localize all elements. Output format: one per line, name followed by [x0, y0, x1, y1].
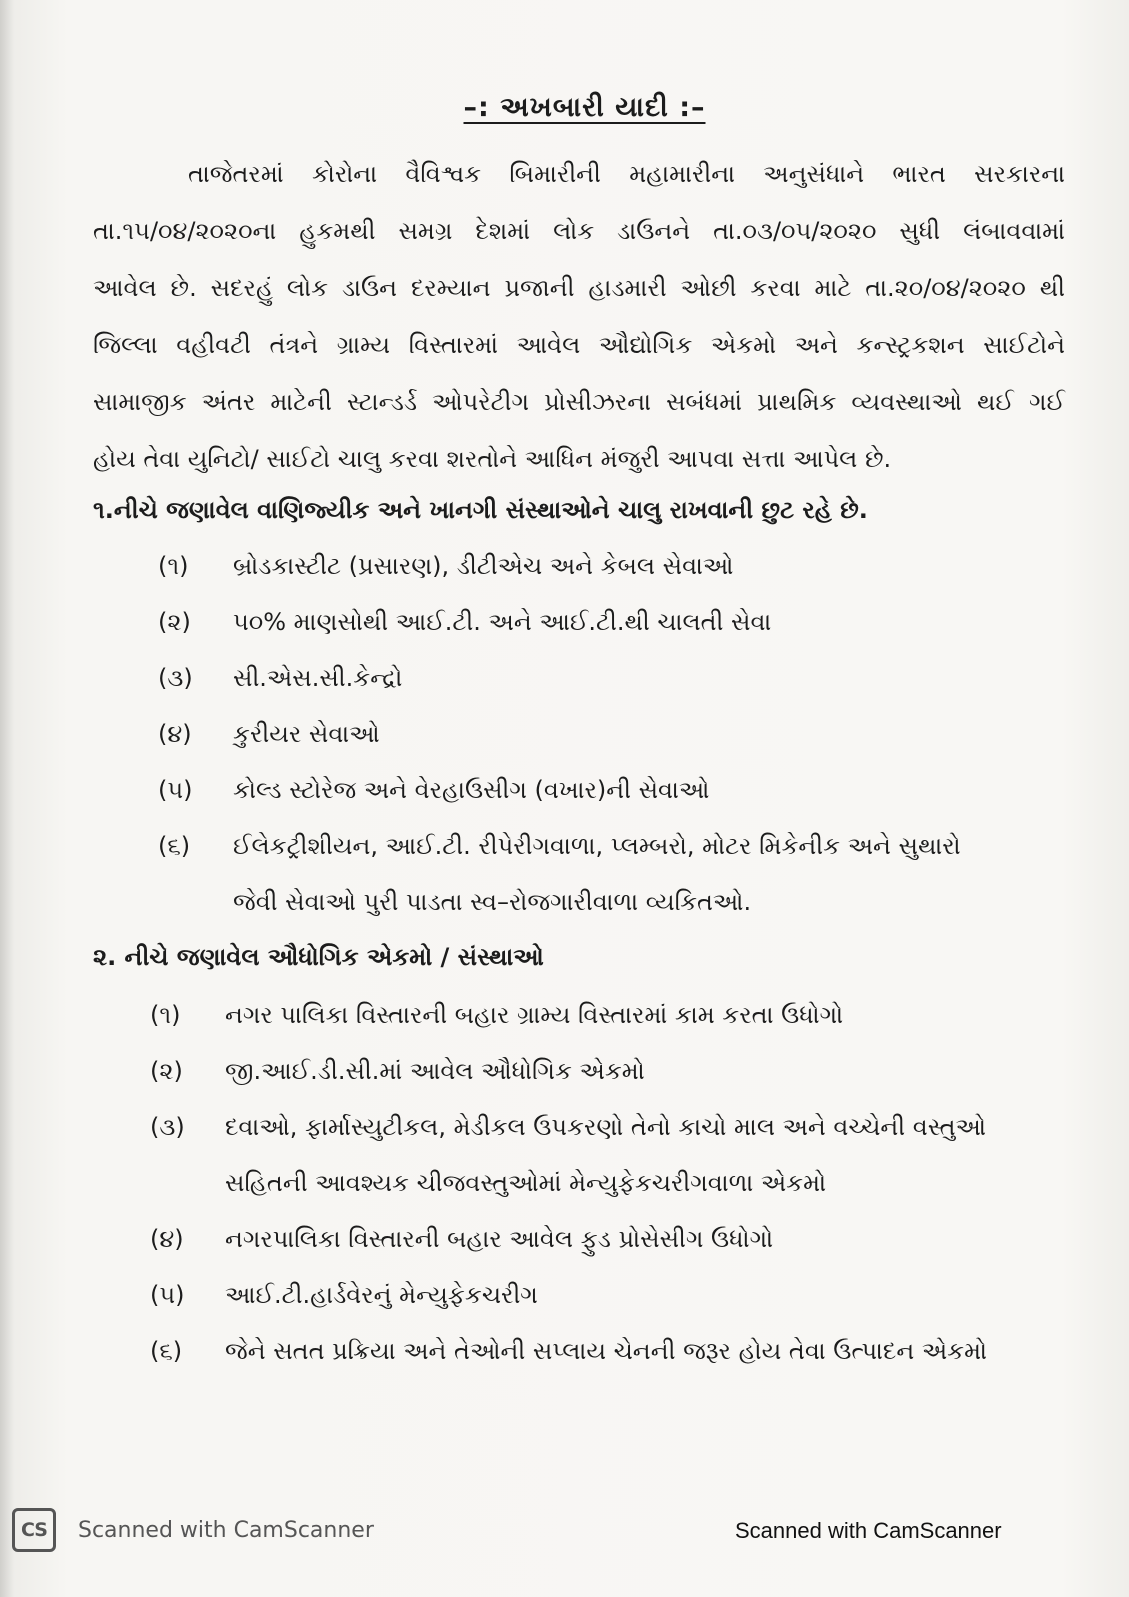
item-number: (૬)	[158, 832, 191, 860]
intro-line: સામાજીક અંતર માટેની સ્ટાન્ડર્ડ ઓપરેટીગ પ્રોસીઝરના સબંધમાં પ્રાથમિક વ્યવસ્થાઓ થઈ ગઈ	[93, 388, 1065, 416]
item-text: જી.આઈ.ડી.સી.માં આવેલ ઔધોગિક એકમો	[225, 1057, 645, 1085]
section1-heading: ૧.નીચે જણાવેલ વાણિજ્યીક અને ખાનગી સંસ્થાઓને ચાલુ રાખવાની છુટ રહે છે.	[93, 496, 868, 524]
intro-line: જિલ્લા વહીવટી તંત્રને ગ્રામ્ય વિસ્તારમાં આવેલ ઔદ્યોગિક એકમો અને કન્સ્ટ્રકશન સાઈટોને	[93, 331, 1065, 359]
document-title: –: અખબારી યાદી :–	[463, 92, 706, 123]
item-text: જેને સતત પ્રક્રિયા અને તેઓની સપ્લાય ચેનની જરૂર હોય તેવા ઉત્પાદન એકમો	[225, 1337, 988, 1365]
item-text: કોલ્ડ સ્ટોરેજ અને વેરહાઉસીગ (વખાર)ની સેવાઓ	[233, 776, 710, 804]
item-text: ૫૦% માણસોથી આઈ.ટી. અને આઈ.ટી.થી ચાલતી સેવા	[233, 608, 772, 636]
item-number: (૫)	[158, 776, 193, 804]
item-number: (૧)	[150, 1001, 181, 1029]
item-text: સી.એસ.સી.કેન્દ્રો	[233, 664, 403, 692]
item-number: (૧)	[158, 552, 189, 580]
intro-line: તા.૧૫/૦૪/૨૦૨૦ના હુકમથી સમગ્ર દેશમાં લોક ડાઉનને તા.૦૩/૦૫/૨૦૨૦ સુધી લંબાવવામાં	[93, 217, 1065, 245]
intro-line: આવેલ છે. સદરહું લોક ડાઉન દરમ્યાન પ્રજાની હાડમારી ઓછી કરવા માટે તા.૨૦/૦૪/૨૦૨૦ થી	[93, 274, 1065, 302]
item-number: (૪)	[150, 1225, 184, 1253]
intro-line: હોય તેવા યુનિટો/ સાઈટો ચાલુ કરવા શરતોને આધિન મંજુરી આપવા સત્તા આપેલ છે.	[93, 445, 892, 473]
item-text: ઈલેકટ્રીશીયન, આઈ.ટી. રીપેરીગવાળા, પ્લમ્બરો, મોટર મિકેનીક અને સુથારો	[233, 832, 961, 860]
scanned-watermark-left: Scanned with CamScanner	[78, 1518, 374, 1543]
item-text: આઈ.ટી.હાર્ડવેરનું મેન્યુફેકચરીગ	[225, 1281, 538, 1309]
item-number: (૨)	[150, 1057, 183, 1085]
section2-heading: ૨. નીચે જણાવેલ ઔધોગિક એકમો / સંસ્થાઓ	[93, 943, 544, 971]
item-text: નગરપાલિકા વિસ્તારની બહાર આવેલ ફુડ પ્રોસેસીગ ઉધોગો	[225, 1225, 774, 1253]
page-edge-shadow	[0, 0, 14, 1597]
intro-paragraph	[93, 146, 1065, 488]
item-text-continued: જેવી સેવાઓ પુરી પાડતા સ્વ–રોજગારીવાળા વ્યકિતઓ.	[233, 888, 752, 916]
item-number: (૩)	[150, 1113, 185, 1141]
item-number: (૪)	[158, 720, 192, 748]
intro-line: તાજેતરમાં કોરોના વૈવિશ્વક બિમારીની મહામારીના અનુસંધાને ભારત સરકારના	[188, 160, 1065, 188]
item-text-continued: સહિતની આવશ્યક ચીજવસ્તુઓમાં મેન્યુફેકચરીગવાળા એકમો	[225, 1169, 827, 1197]
item-text: નગર પાલિકા વિસ્તારની બહાર ગ્રામ્ય વિસ્તારમાં કામ કરતા ઉધોગો	[225, 1001, 844, 1029]
scanned-watermark-right: Scanned with CamScanner	[735, 1518, 1002, 1543]
item-text: બ્રોડકાસ્ટીટ (પ્રસારણ), ડીટીએચ અને કેબલ સેવાઓ	[233, 552, 734, 580]
camscanner-logo-icon: CS	[12, 1508, 56, 1552]
item-number: (૫)	[150, 1281, 185, 1309]
item-number: (૬)	[150, 1337, 183, 1365]
item-number: (૩)	[158, 664, 193, 692]
item-number: (૨)	[158, 608, 191, 636]
item-text: કુરીયર સેવાઓ	[233, 720, 380, 748]
item-text: દવાઓ, ફાર્માસ્યુટીકલ, મેડીકલ ઉપકરણો તેનો કાચો માલ અને વચ્ચેની વસ્તુઓ	[225, 1113, 987, 1141]
